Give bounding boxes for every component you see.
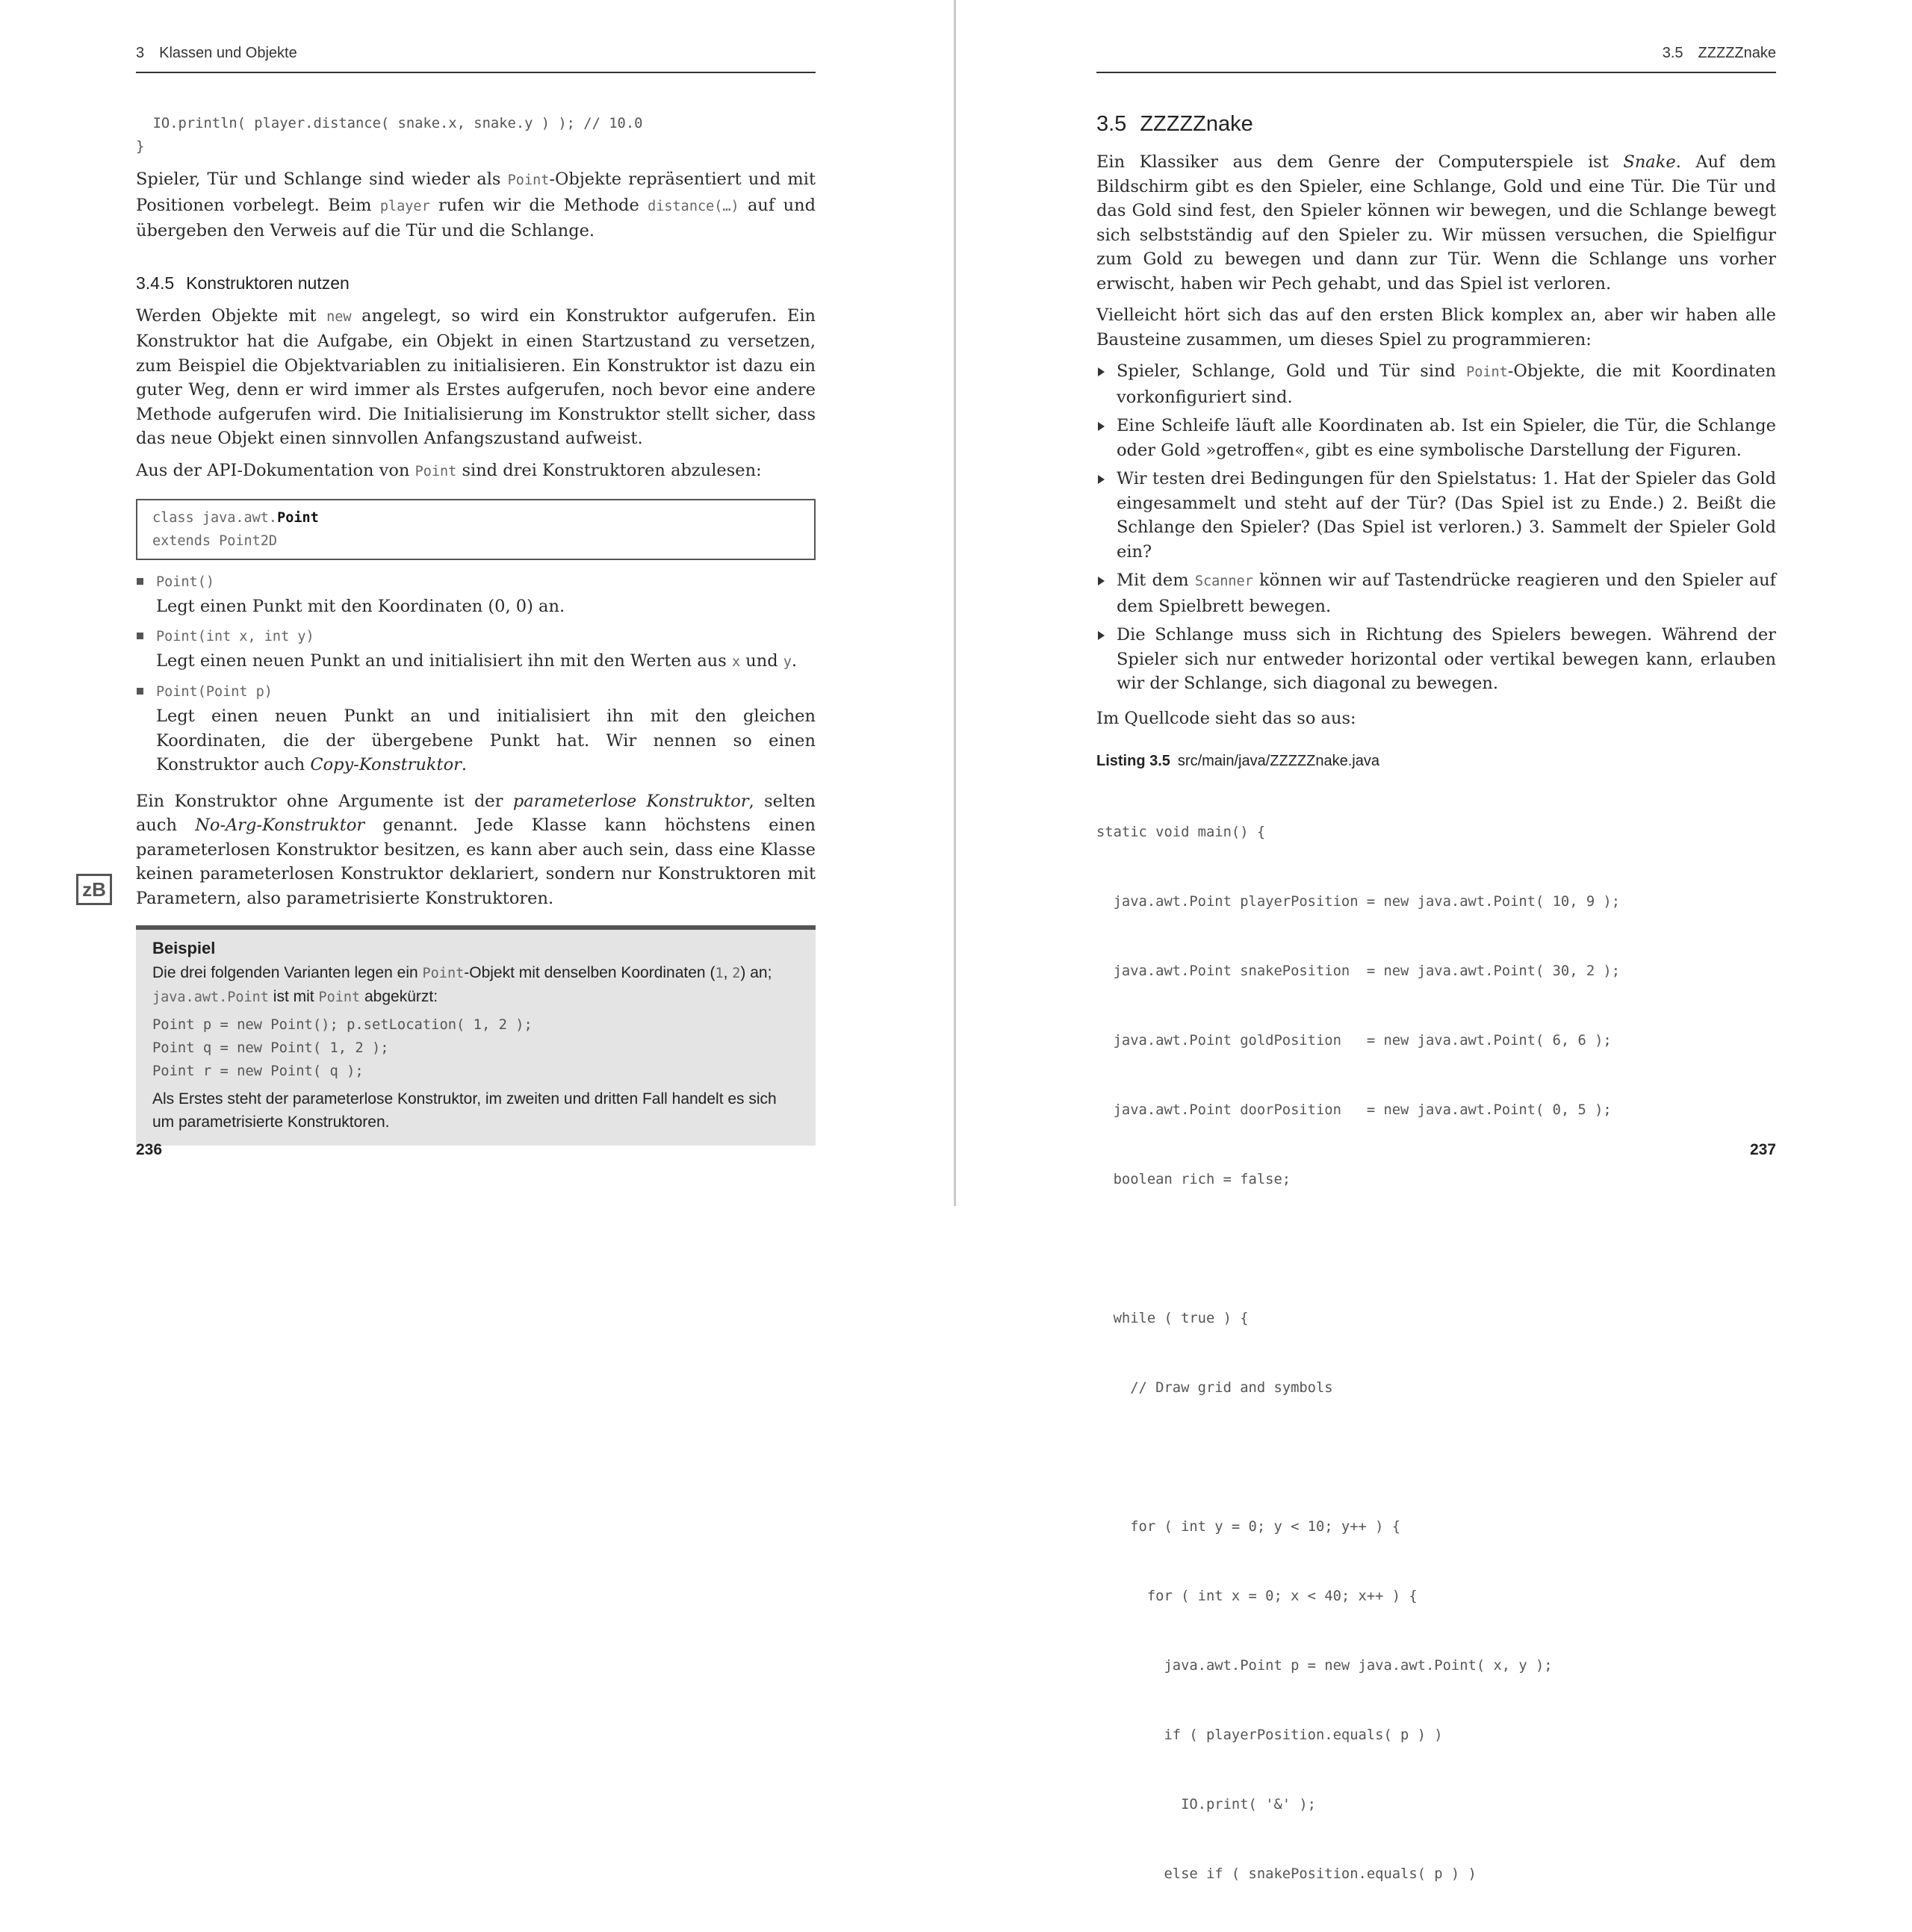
section-number: 3.5 [1662, 45, 1683, 61]
page-number-left: 236 [136, 1141, 163, 1158]
running-head-right [1096, 45, 1776, 73]
bullet-square-icon [137, 633, 143, 639]
triangle-bullet-icon [1098, 422, 1105, 431]
zb-example-icon: zB [76, 874, 112, 905]
constructor-item: Point(int x, int y) Legt einen neuen Punkt an und initialisiert ihn mit den Werten aus x und y. [136, 625, 816, 675]
section-title: ZZZZZnake [1698, 45, 1776, 61]
chapter-title: Klassen und Objekte [159, 45, 297, 61]
code-line: IO.println( player.distance( snake.x, snake.y ) ); // 10.0 [136, 116, 643, 131]
list-item: Eine Schleife läuft alle Koordinaten ab. Ist ein Spieler, die Tür, die Schlange oder Gold »getroffen«, gibt es eine symbolische Darstellung der Figuren. [1096, 414, 1776, 462]
triangle-bullet-icon [1098, 577, 1105, 585]
list-item: Spieler, Schlange, Gold und Tür sind Point-Objekte, die mit Koordinaten vorkonfiguriert sind. [1096, 359, 1776, 409]
left-content [136, 112, 816, 1146]
listing-code: static void main() { java.awt.Point playerPosition = new java.awt.Point( 10, 9 ); java.awt.Point snakePosition = new java.awt.Point( 30, 2 ); java.awt.Point goldPosition = new java.awt.Point( 6, 6 ); java.awt.Point doorPosition = new java.awt.Point( 0, 5 ); boolean rich = false; while ( true ) { // Draw grid and symbols for ( int y = 0; y < 10; y++ ) { for ( int x = 0; x < 40; x++ ) { java.awt.Point p = new java.awt.Point( x, y ); if ( playerPosition.equals( p ) ) IO.print( '&' ); else if ( snakePosition.equals( p ) ) [1096, 824, 1621, 1882]
paragraph: Im Quellcode sieht das so aus: [1096, 708, 1356, 728]
left-page [0, 0, 955, 1206]
example-code: Point p = new Point(); p.setLocation( 1, 2 ); Point q = new Point( 1, 2 ); Point r = new Point( q ); [152, 1017, 533, 1079]
example-intro: Die drei folgenden Varianten legen ein Point-Objekt mit denselben Koordinaten (1, 2) an; java.awt.Point ist mit Point abgekürzt: [152, 964, 772, 1005]
page-number-right: 237 [1749, 1141, 1776, 1158]
triangle-bullet-icon [1098, 631, 1105, 640]
paragraph: Spieler, Tür und Schlange sind wieder als Point-Objekte repräsentiert und mit Positionen vorbelegt. Beim player rufen wir die Methode distance(…) auf und übergeben den Verweis auf die Tür und die Schlange. [136, 170, 816, 240]
extends-line: extends Point2D [152, 533, 278, 549]
class-declaration-box [136, 499, 816, 560]
subsection-heading: 3.4.5 Konstruktoren nutzen [136, 273, 350, 293]
list-item: Die Schlange muss sich in Richtung des Spielers bewegen. Während der Spieler sich nur entweder horizontal oder vertikal bewegen kann, erlauben wir der Schlange, sich diagonal zu bewegen. [1096, 623, 1776, 696]
listing-caption: Listing 3.5 src/main/java/ZZZZZnake.java [1096, 753, 1379, 769]
example-outro: Als Erstes steht der parameterlose Konstruktor, im zweiten und dritten Fall handelt es sich um parametrisierte Konstruktoren. [152, 1090, 777, 1131]
list-item: Mit dem Scanner können wir auf Tastendrücke reagieren und den Spieler auf dem Spielbrett bewegen. [1096, 568, 1776, 618]
chapter-number: 3 [136, 45, 145, 61]
code-line: } [136, 139, 145, 155]
bullet-square-icon [137, 688, 143, 695]
section-heading: 3.5 ZZZZZnake [1096, 112, 1253, 136]
constructor-item: Point() Legt einen Punkt mit den Koordinaten (0, 0) an. [136, 571, 816, 619]
paragraph: Ein Klassiker aus dem Genre der Computerspiele ist Snake. Auf dem Bildschirm gibt es den Spieler, eine Schlange, Gold und eine Tür. Die Tür und das Gold sind fest, den Spieler können wir bewegen, und die Schlange bewegt sich selbstständig auf den Spieler zu. Wir müssen versuchen, die Spielfigur zum Gold zu bewegen und dann zur Tür. Wenn die Schlange uns vorher erwischt, haben wir Pech gehabt, und das Spiel ist verloren. [1096, 152, 1777, 293]
paragraph: Vielleicht hört sich das auf den ersten Blick komplex an, aber wir haben alle Bausteine zusammen, um dieses Spiel zu programmieren: [1096, 305, 1776, 350]
triangle-bullet-icon [1098, 367, 1105, 376]
example-box [136, 925, 816, 1146]
paragraph: Ein Konstruktor ohne Argumente ist der parameterlose Konstruktor, selten auch No-Arg-Konstruktor genannt. Jede Klasse kann höchstens einen parameterlosen Konstruktor besitzen, es kann aber auch sein, dass eine Klasse keinen parameterlosen Konstruktor deklariert, sondern nur Konstruktoren mit Parametern, also parametrisierte Konstruktoren. [136, 791, 816, 908]
bullet-list [1096, 359, 1776, 696]
right-page [956, 0, 1912, 1882]
bullet-square-icon [137, 578, 143, 585]
constructor-item: Point(Point p) Legt einen neuen Punkt an und initialisiert ihn mit den gleichen Koordinaten, die der übergebene Punkt hat. Wir nennen so einen Konstruktor auch Copy-Konstruktor. [136, 680, 816, 777]
example-title: Beispiel [152, 939, 216, 957]
list-item: Wir testen drei Bedingungen für den Spielstatus: 1. Hat der Spieler das Gold eingesammelt und steht auf der Tür? (Das Spiel ist zu Ende.) 2. Beißt die Schlange den Spieler? (Das Spiel ist verloren.) 3. Sammelt der Spieler Gold ein? [1096, 467, 1776, 564]
running-head-left [136, 45, 816, 73]
paragraph: Aus der API-Dokumentation von Point sind drei Konstruktoren abzulesen: [136, 460, 762, 480]
code-snippet-top [136, 112, 816, 158]
class-line: class java.awt.Point [152, 510, 319, 526]
right-content [1096, 112, 1776, 1932]
triangle-bullet-icon [1098, 475, 1105, 484]
paragraph: Werden Objekte mit new angelegt, so wird ein Konstruktor aufgerufen. Ein Konstruktor hat die Aufgabe, ein Objekt in einen Startzustand zu versetzen, zum Beispiel die Objektvariablen zu initialisieren. Ein Konstruktor ist dazu ein guter Weg, denn er wird immer als Erstes aufgerufen, noch bevor eine andere Methode aufgerufen wird. Die Initialisierung im Konstruktor stellt sicher, dass das neue Objekt einen sinnvollen Anfangszustand aufweist. [136, 305, 816, 448]
